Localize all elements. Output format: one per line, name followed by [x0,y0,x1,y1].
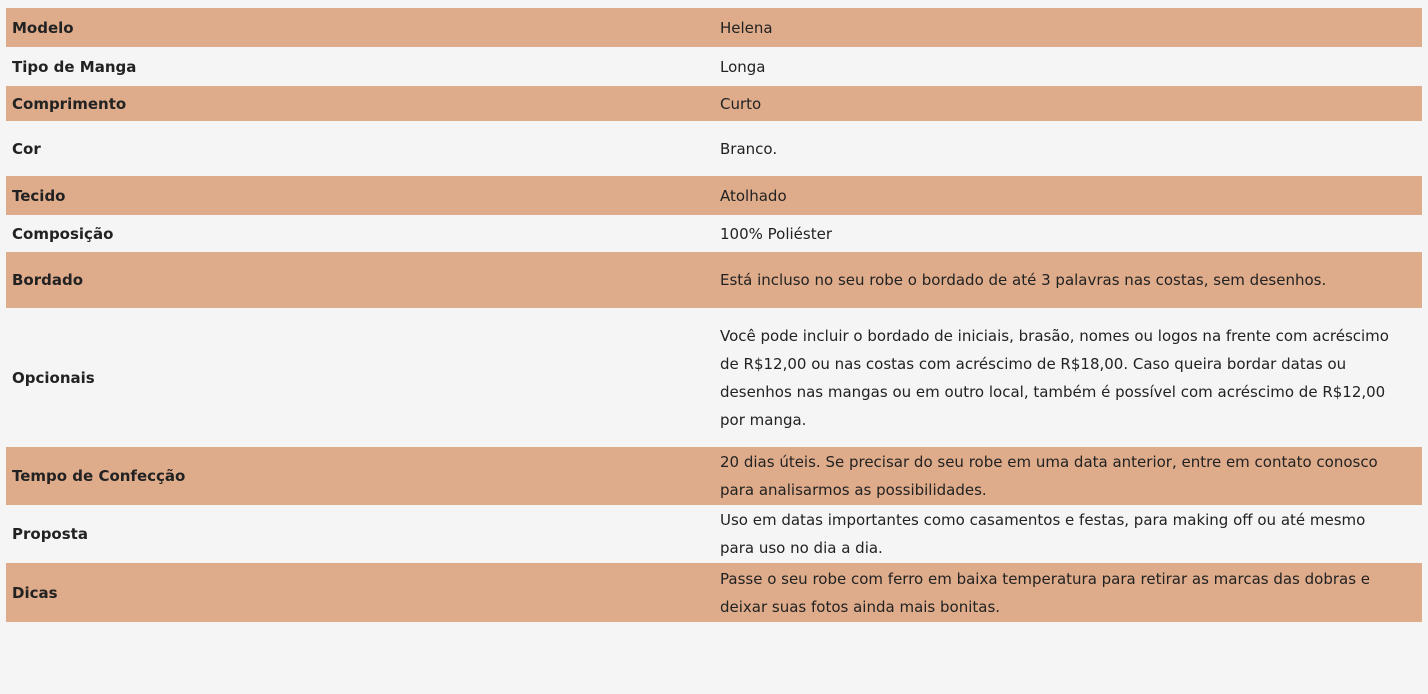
spec-label: Composição [12,224,114,243]
spec-value [714,252,1422,308]
spec-value-text: 100% Poliéster [720,224,832,243]
spec-label: Tecido [12,186,66,205]
spec-value-text: Longa [720,57,766,76]
spec-value [714,47,1422,86]
spec-label: Tipo de Manga [12,57,137,76]
spec-value [714,8,1422,47]
spec-row-comprimento [6,86,1422,121]
spec-value-text: Curto [720,94,762,113]
spec-row-proposta [6,505,1422,563]
spec-value [714,563,1422,622]
spec-row-bordado [6,252,1422,308]
spec-label: Cor [12,139,41,158]
spec-label: Dicas [12,583,58,602]
spec-value-text: Helena [720,18,773,37]
spec-label: Tempo de Confecção [12,467,186,485]
spec-value-text: Está incluso no seu robe o bordado de até 3 palavras nas costas, sem desenhos. [720,271,1327,289]
spec-value [714,505,1422,563]
spec-value-text: Branco. [720,139,778,158]
spec-value-text: Atolhado [720,186,787,205]
spec-value [714,447,1422,505]
spec-label: Comprimento [12,94,127,113]
spec-value [714,86,1422,121]
product-spec-table [6,8,1422,622]
spec-row-composicao [6,215,1422,252]
spec-value [714,308,1422,447]
spec-label: Opcionais [12,368,95,387]
spec-row-tecido [6,176,1422,215]
spec-label: Modelo [12,18,74,37]
spec-row-dicas [6,563,1422,622]
spec-value-text: Uso em datas importantes como casamentos e festas, para making off ou até mesmo para uso no dia a dia. [720,511,1366,557]
spec-value [714,215,1422,252]
spec-value [714,176,1422,215]
spec-row-tipo-de-manga [6,47,1422,86]
spec-row-modelo [6,8,1422,47]
spec-row-tempo-de-confeccao [6,447,1422,505]
spec-value-text: Passe o seu robe com ferro em baixa temperatura para retirar as marcas das dobras e deixar suas fotos ainda mais bonitas. [720,569,1371,616]
spec-row-cor [6,121,1422,176]
spec-label: Proposta [12,525,88,543]
spec-label: Bordado [12,271,84,289]
spec-row-opcionais [6,308,1422,447]
spec-value-text: Você pode incluir o bordado de iniciais, brasão, nomes ou logos na frente com acréscimo de R$12,00 ou nas costas com acréscimo de R$18,00. Caso queira bordar datas ou desenhos nas mangas ou em outro local, também é possível com acréscimo de R$12,00 por manga. [720,326,1389,429]
spec-value [714,121,1422,176]
spec-value-text: 20 dias úteis. Se precisar do seu robe em uma data anterior, entre em contato conosco para analisarmos as possibilidades. [720,453,1378,499]
